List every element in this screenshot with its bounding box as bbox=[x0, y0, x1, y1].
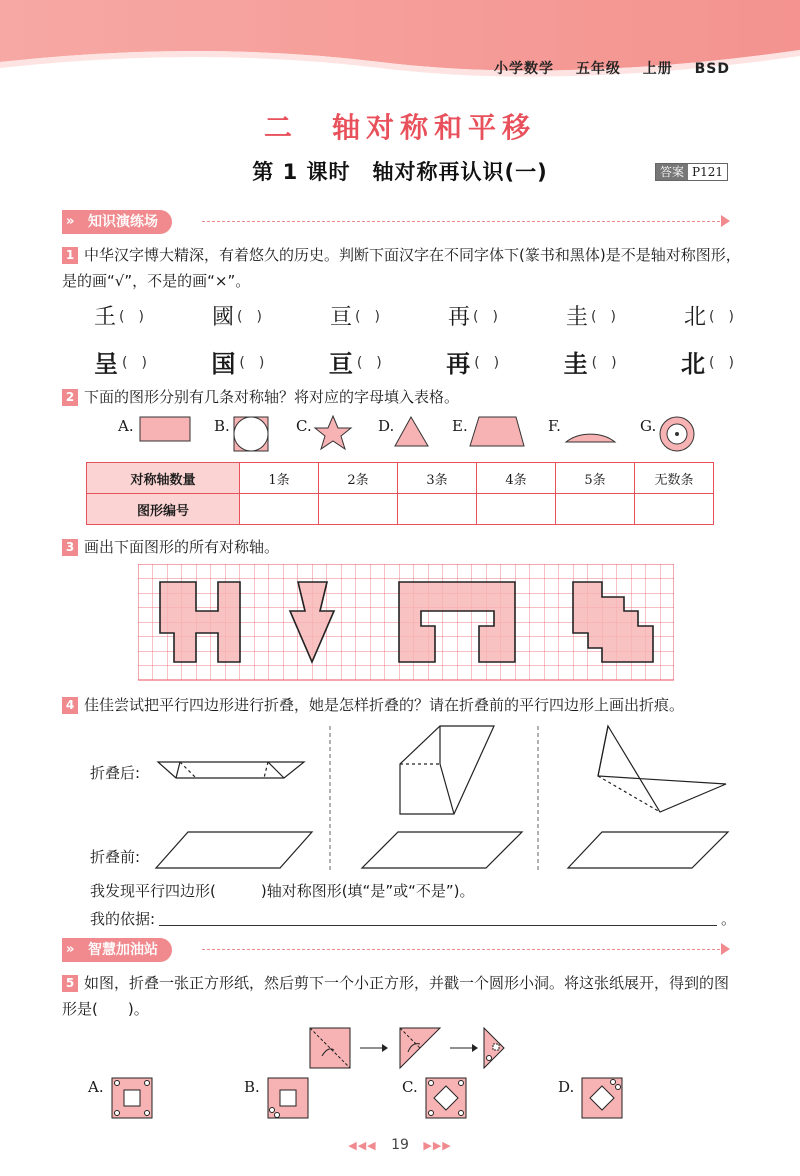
question-4 bbox=[62, 692, 742, 718]
arrow-right-icon bbox=[360, 1044, 388, 1052]
option-d-label: D. bbox=[558, 1078, 575, 1096]
shape-label-e: E. bbox=[452, 417, 468, 435]
basis-row bbox=[90, 906, 736, 932]
left-arrows-icon: ◀◀◀ bbox=[348, 1139, 377, 1152]
seal-char-item bbox=[566, 300, 616, 331]
arrow-icon bbox=[721, 943, 730, 955]
option-c-label: C. bbox=[402, 1078, 418, 1096]
hei-char-item bbox=[211, 344, 264, 379]
question-text: 下面的图形分别有几条对称轴？将对应的字母填入表格。 bbox=[84, 388, 460, 406]
subject: 小学数学 bbox=[494, 61, 554, 77]
question-text: 如图，折叠一张正方形纸，然后剪下一个小正方形，并戳一个圆形小洞。将这张纸展开，得到的图形是( )。 bbox=[62, 974, 730, 1018]
trapezoid-shape bbox=[470, 417, 524, 446]
hei-char: 再 bbox=[446, 350, 471, 378]
edition: BSD bbox=[694, 61, 730, 77]
seal-char-item bbox=[212, 300, 262, 331]
answer-cell[interactable] bbox=[319, 494, 398, 525]
hei-char: 国 bbox=[211, 350, 236, 378]
right-arrows-icon: ▶▶▶ bbox=[423, 1139, 452, 1152]
section-divider bbox=[202, 221, 720, 222]
question-text: 画出下面图形的所有对称轴。 bbox=[84, 538, 280, 556]
answer-blank[interactable]: ( ) bbox=[709, 308, 734, 325]
hei-char-item bbox=[94, 344, 147, 379]
question-1 bbox=[62, 242, 742, 294]
seal-char-row bbox=[94, 300, 734, 331]
basis-answer-line[interactable] bbox=[159, 906, 717, 926]
page-footer bbox=[0, 1137, 800, 1153]
folded-small-triangle-step-3 bbox=[484, 1028, 504, 1068]
answer-blank[interactable]: ( ) bbox=[591, 308, 616, 325]
book-series bbox=[478, 58, 730, 78]
table-header-ids: 图形编号 bbox=[87, 494, 240, 525]
star-shape bbox=[315, 416, 351, 449]
q2-shapes bbox=[0, 408, 800, 456]
seal-char-item bbox=[448, 300, 498, 331]
option-c-figure[interactable] bbox=[426, 1078, 466, 1118]
q5-options bbox=[0, 1076, 800, 1126]
folding-triangle-step-2 bbox=[400, 1028, 440, 1068]
question-number: 1 bbox=[62, 247, 78, 264]
table-header-axes: 对称轴数量 bbox=[87, 463, 240, 494]
answer-cell[interactable] bbox=[556, 494, 635, 525]
double-chevron-icon: » bbox=[66, 942, 75, 957]
answer-cell[interactable] bbox=[398, 494, 477, 525]
option-b-label: B. bbox=[244, 1078, 260, 1096]
answer-blank[interactable]: ( ) bbox=[239, 354, 265, 371]
square-with-circle-shape bbox=[234, 417, 268, 451]
hei-char-item bbox=[329, 344, 382, 379]
question-text: 佳佳尝试把平行四边形进行折叠，她是怎样折叠的？请在折叠前的平行四边形上画出折痕。 bbox=[84, 696, 685, 714]
shape-label-b: B. bbox=[214, 417, 230, 435]
table-col-header: 4条 bbox=[477, 463, 556, 494]
triangle-shape bbox=[395, 417, 428, 446]
hei-char: 圭 bbox=[563, 350, 588, 378]
seal-char-item bbox=[94, 300, 144, 331]
shape-label-g: G. bbox=[640, 417, 657, 435]
option-a-figure[interactable] bbox=[112, 1078, 152, 1118]
seal-char: 再 bbox=[448, 305, 470, 330]
volume: 上册 bbox=[642, 61, 673, 77]
page-number: 19 bbox=[391, 1137, 409, 1153]
answer-blank[interactable]: ( ) bbox=[591, 354, 617, 371]
answer-cell[interactable] bbox=[477, 494, 556, 525]
q5-fold-steps bbox=[300, 1024, 510, 1072]
section-tag-practice bbox=[62, 210, 172, 234]
answer-page: P121 bbox=[692, 165, 723, 179]
answer-blank[interactable]: ( ) bbox=[474, 354, 500, 371]
hei-char: 呈 bbox=[94, 350, 118, 378]
answer-blank[interactable]: ( ) bbox=[709, 354, 734, 371]
seal-char: 國 bbox=[212, 305, 234, 330]
shape-label-d: D. bbox=[378, 417, 395, 435]
unfolded-parallelogram-2 bbox=[362, 832, 522, 868]
hei-char-item bbox=[564, 344, 617, 379]
hei-char-item bbox=[446, 344, 499, 379]
option-b-figure[interactable] bbox=[268, 1078, 308, 1118]
finding-sentence: 我发现平行四边形( )轴对称图形(填“是”或“不是”)。 bbox=[90, 882, 475, 900]
concentric-circles-shape bbox=[660, 417, 694, 451]
section-title-challenge: 智慧加油站 bbox=[88, 942, 158, 958]
option-a-label: A. bbox=[88, 1078, 104, 1096]
folded-parallelogram-2 bbox=[400, 726, 494, 814]
answer-blank[interactable]: ( ) bbox=[237, 308, 262, 325]
hei-char-row bbox=[94, 344, 734, 379]
double-chevron-icon: » bbox=[66, 214, 75, 229]
answer-blank[interactable]: ( ) bbox=[122, 354, 147, 371]
answer-reference bbox=[655, 163, 728, 181]
hei-char: 亘 bbox=[328, 350, 353, 378]
question-number: 4 bbox=[62, 697, 78, 714]
grade: 五年级 bbox=[575, 61, 621, 77]
unfolded-parallelogram-1 bbox=[156, 832, 312, 868]
table-col-header: 2条 bbox=[319, 463, 398, 494]
option-d-figure[interactable] bbox=[582, 1078, 622, 1118]
seal-char: 𡈼 bbox=[94, 305, 116, 330]
shape-label-a: A. bbox=[118, 417, 134, 435]
unfolded-parallelogram-3 bbox=[568, 832, 728, 868]
folded-parallelogram-1 bbox=[158, 762, 304, 778]
question-3 bbox=[62, 534, 742, 560]
section-bar-practice bbox=[62, 210, 730, 234]
shape-label-c: C. bbox=[296, 417, 312, 435]
answer-cell[interactable] bbox=[240, 494, 319, 525]
question-text: 中华汉字博大精深，有着悠久的历史。判断下面汉字在不同字体下(篆书和黑体)是不是轴对称图形，是的画“√”，不是的画“×”。 bbox=[62, 246, 741, 290]
question-number: 3 bbox=[62, 539, 78, 556]
table-col-header: 1条 bbox=[240, 463, 319, 494]
section-divider bbox=[202, 949, 720, 950]
question-2 bbox=[62, 384, 742, 410]
answer-blank[interactable]: ( ) bbox=[473, 308, 498, 325]
basis-end: 。 bbox=[720, 910, 736, 928]
answer-cell[interactable] bbox=[635, 494, 714, 525]
table-col-header: 3条 bbox=[398, 463, 477, 494]
basis-label: 我的依据: bbox=[90, 910, 156, 928]
rectangle-shape bbox=[140, 417, 190, 441]
answer-label: 答案 bbox=[656, 164, 688, 180]
q3-grid-figures[interactable] bbox=[138, 564, 674, 682]
folded-parallelogram-3 bbox=[598, 726, 726, 812]
table-col-header: 5条 bbox=[556, 463, 635, 494]
table-col-header: 无数条 bbox=[635, 463, 714, 494]
seal-char: 圭 bbox=[566, 305, 588, 330]
shape-label-f: F. bbox=[548, 417, 561, 435]
seal-char: 北 bbox=[684, 305, 706, 330]
hei-char-item bbox=[681, 344, 734, 379]
symmetry-axes-table bbox=[86, 462, 714, 525]
lesson-title: 第 1 课时 轴对称再认识(一) bbox=[252, 160, 548, 184]
question-number: 2 bbox=[62, 389, 78, 406]
folding-square-step-1 bbox=[310, 1028, 350, 1068]
unit-title: 二 轴对称和平移 bbox=[263, 111, 536, 144]
semicircle-shape bbox=[566, 434, 615, 442]
seal-char-item bbox=[684, 300, 734, 331]
arrow-icon bbox=[721, 215, 730, 227]
section-tag-challenge bbox=[62, 938, 172, 962]
answer-blank[interactable]: ( ) bbox=[119, 308, 144, 325]
hei-char: 北 bbox=[681, 350, 706, 378]
q4-fold-figures[interactable] bbox=[140, 720, 740, 878]
seal-char-item bbox=[330, 300, 380, 331]
question-number: 5 bbox=[62, 975, 78, 992]
answer-blank[interactable]: ( ) bbox=[355, 308, 380, 325]
seal-char: 亘 bbox=[330, 305, 352, 330]
question-5 bbox=[62, 970, 742, 1022]
before-fold-label: 折叠前: bbox=[90, 848, 141, 866]
table-row bbox=[87, 494, 714, 525]
table-row bbox=[87, 463, 714, 494]
answer-blank[interactable]: ( ) bbox=[356, 354, 382, 371]
section-bar-challenge bbox=[62, 938, 730, 962]
arrow-right-icon bbox=[450, 1044, 478, 1052]
after-fold-label: 折叠后: bbox=[90, 764, 141, 782]
section-title-practice: 知识演练场 bbox=[88, 214, 158, 230]
